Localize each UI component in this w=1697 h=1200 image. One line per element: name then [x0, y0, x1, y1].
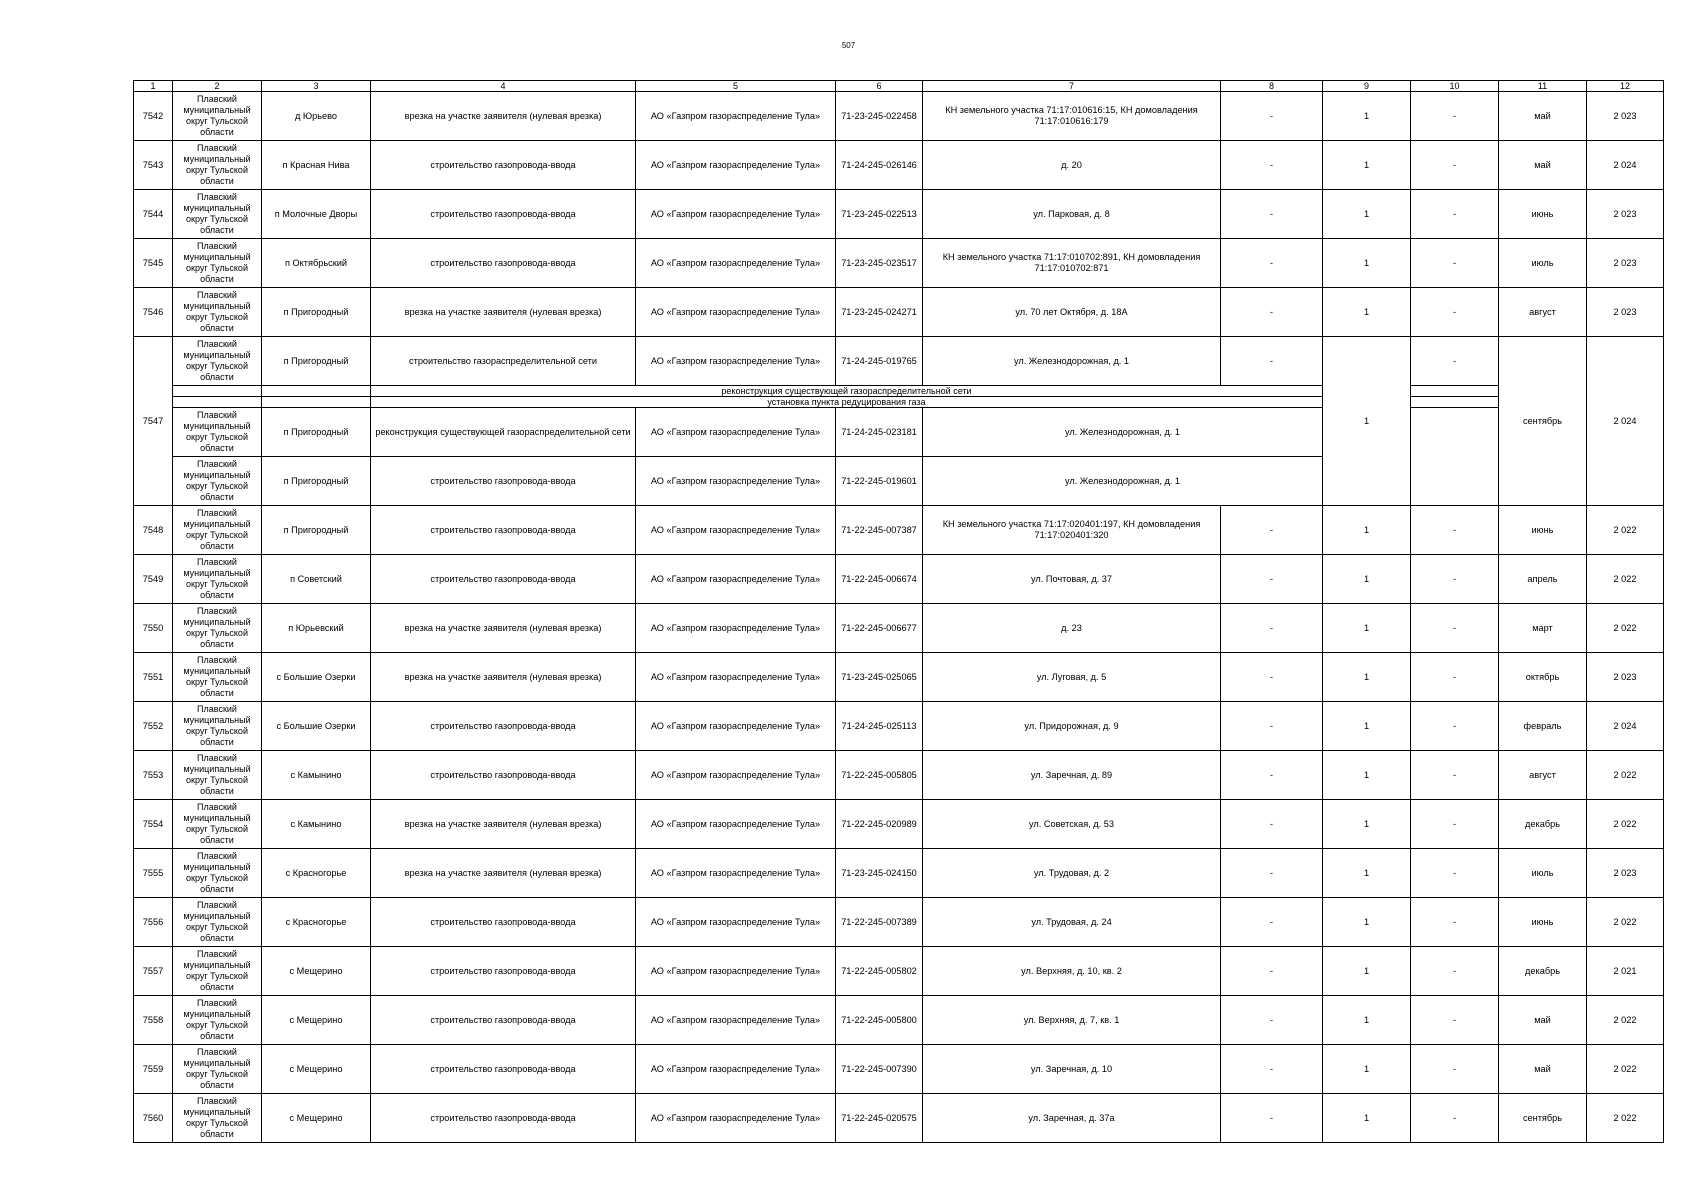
application-code-cell: 71-22-245-007389 [836, 898, 923, 947]
address-cell: ул. Советская, д. 53 [923, 800, 1221, 849]
address-cell: ул. Придорожная, д. 9 [923, 702, 1221, 751]
table-row [134, 604, 1664, 653]
settlement-cell: д Юрьево [262, 92, 371, 141]
district-cell: Плавский муниципальный округ Тульской области [173, 898, 262, 947]
col9-cell: 1 [1323, 288, 1411, 337]
settlement-cell: п Советский [262, 555, 371, 604]
organization-cell: АО «Газпром газораспределение Тула» [636, 408, 836, 457]
col8-cell: - [1221, 849, 1323, 898]
application-code-cell: 71-24-245-026146 [836, 141, 923, 190]
table-row [134, 506, 1664, 555]
column-number-header [134, 81, 1664, 92]
district-cell: Плавский муниципальный округ Тульской области [173, 239, 262, 288]
table-row [134, 92, 1664, 141]
col9-cell: 1 [1323, 653, 1411, 702]
table-row [134, 751, 1664, 800]
year-cell: 2 022 [1587, 604, 1664, 653]
district-cell: Плавский муниципальный округ Тульской области [173, 190, 262, 239]
address-cell: ул. Железнодорожная, д. 1 [923, 408, 1323, 457]
organization-cell: АО «Газпром газораспределение Тула» [636, 751, 836, 800]
table-row [134, 653, 1664, 702]
month-cell: июнь [1499, 898, 1587, 947]
application-code-cell: 71-22-245-006677 [836, 604, 923, 653]
column-header: 4 [371, 81, 636, 92]
district-cell: Плавский муниципальный округ Тульской области [173, 1094, 262, 1143]
address-cell: ул. Верхняя, д. 10, кв. 2 [923, 947, 1221, 996]
settlement-cell: с Большие Озерки [262, 702, 371, 751]
col9-cell: 1 [1323, 898, 1411, 947]
col10-cell: - [1411, 92, 1499, 141]
application-code-cell: 71-23-245-025065 [836, 653, 923, 702]
col10-cell: - [1411, 996, 1499, 1045]
address-cell: ул. Почтовая, д. 37 [923, 555, 1221, 604]
col8-cell: - [1221, 1045, 1323, 1094]
work-type-cell: строительство газопровода-ввода [371, 506, 636, 555]
settlement-cell: п Пригородный [262, 408, 371, 457]
application-code-cell: 71-22-245-019601 [836, 457, 923, 506]
year-cell: 2 024 [1587, 702, 1664, 751]
col10-cell: - [1411, 141, 1499, 190]
district-cell: Плавский муниципальный округ Тульской области [173, 849, 262, 898]
row-number: 7542 [134, 92, 173, 141]
column-header: 3 [262, 81, 371, 92]
column-header: 8 [1221, 81, 1323, 92]
row-number: 7557 [134, 947, 173, 996]
table-row-group-7547-d [134, 408, 1664, 457]
work-type-cell: реконструкция существующей газораспределительной сети [371, 408, 636, 457]
table-row [134, 702, 1664, 751]
settlement-cell: п Октябрьский [262, 239, 371, 288]
work-type-cell: строительство газопровода-ввода [371, 947, 636, 996]
month-cell: август [1499, 288, 1587, 337]
col8-cell: - [1221, 337, 1323, 386]
application-code-cell: 71-24-245-025113 [836, 702, 923, 751]
year-cell: 2 023 [1587, 653, 1664, 702]
organization-cell: АО «Газпром газораспределение Тула» [636, 555, 836, 604]
work-type-cell: строительство газопровода-ввода [371, 751, 636, 800]
col8-cell: - [1221, 1094, 1323, 1143]
settlement-cell: с Камынино [262, 751, 371, 800]
col8-cell: - [1221, 996, 1323, 1045]
year-cell: 2 024 [1587, 141, 1664, 190]
column-header: 7 [923, 81, 1221, 92]
year-cell: 2 022 [1587, 751, 1664, 800]
year-cell: 2 022 [1587, 996, 1664, 1045]
month-cell: декабрь [1499, 947, 1587, 996]
settlement-cell: п Юрьевский [262, 604, 371, 653]
table-row [134, 849, 1664, 898]
empty-cell [262, 386, 371, 397]
col8-cell: - [1221, 604, 1323, 653]
column-header: 11 [1499, 81, 1587, 92]
year-cell: 2 022 [1587, 506, 1664, 555]
organization-cell: АО «Газпром газораспределение Тула» [636, 849, 836, 898]
col9-cell: 1 [1323, 141, 1411, 190]
col10-cell: - [1411, 800, 1499, 849]
work-type-cell: врезка на участке заявителя (нулевая врезка) [371, 653, 636, 702]
settlement-cell: п Пригородный [262, 337, 371, 386]
month-cell: май [1499, 141, 1587, 190]
month-cell: сентябрь [1499, 1094, 1587, 1143]
col9-cell: 1 [1323, 337, 1411, 506]
column-header: 5 [636, 81, 836, 92]
organization-cell: АО «Газпром газораспределение Тула» [636, 1094, 836, 1143]
work-type-cell: строительство газопровода-ввода [371, 898, 636, 947]
col9-cell: 1 [1323, 751, 1411, 800]
address-cell: ул. Железнодорожная, д. 1 [923, 457, 1323, 506]
month-cell: декабрь [1499, 800, 1587, 849]
district-cell: Плавский муниципальный округ Тульской области [173, 800, 262, 849]
month-cell: март [1499, 604, 1587, 653]
year-cell: 2 023 [1587, 288, 1664, 337]
application-code-cell: 71-22-245-007390 [836, 1045, 923, 1094]
row-number: 7547 [134, 337, 173, 506]
organization-cell: АО «Газпром газораспределение Тула» [636, 337, 836, 386]
table-row [134, 898, 1664, 947]
year-cell: 2 021 [1587, 947, 1664, 996]
organization-cell: АО «Газпром газораспределение Тула» [636, 190, 836, 239]
col8-cell: - [1221, 141, 1323, 190]
month-cell: июль [1499, 849, 1587, 898]
organization-cell: АО «Газпром газораспределение Тула» [636, 947, 836, 996]
work-type-cell: строительство газопровода-ввода [371, 239, 636, 288]
col10-cell: - [1411, 506, 1499, 555]
col10-cell: - [1411, 555, 1499, 604]
work-type-cell: строительство газопровода-ввода [371, 555, 636, 604]
column-header: 9 [1323, 81, 1411, 92]
table-row-group-7547-a [134, 337, 1664, 386]
settlement-cell: п Пригородный [262, 457, 371, 506]
application-code-cell: 71-24-245-019765 [836, 337, 923, 386]
month-cell: август [1499, 751, 1587, 800]
table-row [134, 190, 1664, 239]
application-code-cell: 71-24-245-023181 [836, 408, 923, 457]
organization-cell: АО «Газпром газораспределение Тула» [636, 92, 836, 141]
column-header: 2 [173, 81, 262, 92]
row-number: 7550 [134, 604, 173, 653]
empty-cell [1411, 397, 1499, 408]
district-cell: Плавский муниципальный округ Тульской области [173, 702, 262, 751]
column-header: 1 [134, 81, 173, 92]
district-cell: Плавский муниципальный округ Тульской области [173, 947, 262, 996]
row-number: 7544 [134, 190, 173, 239]
month-cell: февраль [1499, 702, 1587, 751]
district-cell: Плавский муниципальный округ Тульской области [173, 751, 262, 800]
month-cell: сентябрь [1499, 337, 1587, 506]
district-cell: Плавский муниципальный округ Тульской области [173, 408, 262, 457]
row-number: 7546 [134, 288, 173, 337]
month-cell: май [1499, 1045, 1587, 1094]
col10-cell: - [1411, 849, 1499, 898]
settlement-cell: п Молочные Дворы [262, 190, 371, 239]
application-code-cell: 71-22-245-020989 [836, 800, 923, 849]
table-row-group-7547-c [134, 397, 1664, 408]
col8-cell: - [1221, 751, 1323, 800]
col8-cell: - [1221, 506, 1323, 555]
work-type-cell: строительство газопровода-ввода [371, 190, 636, 239]
address-cell: ул. Луговая, д. 5 [923, 653, 1221, 702]
organization-cell: АО «Газпром газораспределение Тула» [636, 239, 836, 288]
settlement-cell: с Камынино [262, 800, 371, 849]
address-cell: ул. Железнодорожная, д. 1 [923, 337, 1221, 386]
application-code-cell: 71-22-245-005805 [836, 751, 923, 800]
work-type-cell: строительство газораспределительной сети [371, 337, 636, 386]
organization-cell: АО «Газпром газораспределение Тула» [636, 702, 836, 751]
row-number: 7553 [134, 751, 173, 800]
settlement-cell: с Мещерино [262, 1045, 371, 1094]
organization-cell: АО «Газпром газораспределение Тула» [636, 1045, 836, 1094]
address-cell: д. 20 [923, 141, 1221, 190]
empty-cell [262, 397, 371, 408]
district-cell: Плавский муниципальный округ Тульской области [173, 506, 262, 555]
organization-cell: АО «Газпром газораспределение Тула» [636, 141, 836, 190]
district-cell: Плавский муниципальный округ Тульской области [173, 1045, 262, 1094]
application-code-cell: 71-23-245-022513 [836, 190, 923, 239]
district-cell: Плавский муниципальный округ Тульской области [173, 92, 262, 141]
col8-cell: - [1221, 947, 1323, 996]
application-code-cell: 71-23-245-024271 [836, 288, 923, 337]
district-cell: Плавский муниципальный округ Тульской области [173, 141, 262, 190]
month-cell: апрель [1499, 555, 1587, 604]
row-number: 7548 [134, 506, 173, 555]
application-code-cell: 71-22-245-020575 [836, 1094, 923, 1143]
month-cell: июль [1499, 239, 1587, 288]
col9-cell: 1 [1323, 555, 1411, 604]
address-cell: д. 23 [923, 604, 1221, 653]
work-type-cell: врезка на участке заявителя (нулевая врезка) [371, 604, 636, 653]
year-cell: 2 022 [1587, 1045, 1664, 1094]
address-cell: ул. Трудовая, д. 24 [923, 898, 1221, 947]
address-cell: ул. Заречная, д. 89 [923, 751, 1221, 800]
year-cell: 2 023 [1587, 239, 1664, 288]
year-cell: 2 022 [1587, 1094, 1664, 1143]
application-code-cell: 71-22-245-006674 [836, 555, 923, 604]
settlement-cell: с Мещерино [262, 947, 371, 996]
gasification-table [133, 80, 1664, 1143]
row-number: 7559 [134, 1045, 173, 1094]
col9-cell: 1 [1323, 604, 1411, 653]
col8-cell: - [1221, 800, 1323, 849]
work-type-cell: строительство газопровода-ввода [371, 141, 636, 190]
work-type-cell: врезка на участке заявителя (нулевая врезка) [371, 849, 636, 898]
organization-cell: АО «Газпром газораспределение Тула» [636, 653, 836, 702]
month-cell: май [1499, 996, 1587, 1045]
district-cell: Плавский муниципальный округ Тульской области [173, 337, 262, 386]
table-row [134, 947, 1664, 996]
district-cell: Плавский муниципальный округ Тульской области [173, 555, 262, 604]
table-body [134, 81, 1664, 1143]
application-code-cell: 71-23-245-022458 [836, 92, 923, 141]
district-cell: Плавский муниципальный округ Тульской области [173, 457, 262, 506]
year-cell: 2 023 [1587, 849, 1664, 898]
district-cell: Плавский муниципальный округ Тульской области [173, 604, 262, 653]
work-type-cell: строительство газопровода-ввода [371, 1045, 636, 1094]
col8-cell: - [1221, 288, 1323, 337]
col8-cell: - [1221, 92, 1323, 141]
row-number: 7558 [134, 996, 173, 1045]
col9-cell: 1 [1323, 239, 1411, 288]
empty-cell [1411, 408, 1499, 506]
organization-cell: АО «Газпром газораспределение Тула» [636, 996, 836, 1045]
organization-cell: АО «Газпром газораспределение Тула» [636, 288, 836, 337]
row-number: 7552 [134, 702, 173, 751]
application-code-cell: 71-22-245-007387 [836, 506, 923, 555]
column-header: 10 [1411, 81, 1499, 92]
application-code-cell: 71-23-245-024150 [836, 849, 923, 898]
row-number: 7549 [134, 555, 173, 604]
empty-cell [1411, 386, 1499, 397]
organization-cell: АО «Газпром газораспределение Тула» [636, 506, 836, 555]
col8-cell: - [1221, 190, 1323, 239]
col8-cell: - [1221, 898, 1323, 947]
month-cell: июнь [1499, 190, 1587, 239]
row-number: 7555 [134, 849, 173, 898]
col9-cell: 1 [1323, 702, 1411, 751]
pressure-station-line: установка пункта редуцирования газа [371, 397, 1323, 408]
col10-cell: - [1411, 604, 1499, 653]
row-number: 7545 [134, 239, 173, 288]
table-row [134, 555, 1664, 604]
empty-cell [173, 386, 262, 397]
address-cell: ул. Верхняя, д. 7, кв. 1 [923, 996, 1221, 1045]
table-row [134, 239, 1664, 288]
col8-cell: - [1221, 653, 1323, 702]
year-cell: 2 023 [1587, 190, 1664, 239]
year-cell: 2 023 [1587, 92, 1664, 141]
year-cell: 2 022 [1587, 555, 1664, 604]
empty-cell [173, 397, 262, 408]
settlement-cell: п Пригородный [262, 506, 371, 555]
row-number: 7556 [134, 898, 173, 947]
col10-cell: - [1411, 898, 1499, 947]
district-cell: Плавский муниципальный округ Тульской области [173, 653, 262, 702]
application-code-cell: 71-22-245-005802 [836, 947, 923, 996]
col8-cell: - [1221, 555, 1323, 604]
page-number: 507 [841, 41, 856, 50]
work-type-cell: строительство газопровода-ввода [371, 996, 636, 1045]
work-type-cell: врезка на участке заявителя (нулевая врезка) [371, 800, 636, 849]
table-row [134, 141, 1664, 190]
settlement-cell: с Красногорье [262, 898, 371, 947]
work-type-cell: строительство газопровода-ввода [371, 702, 636, 751]
col10-cell: - [1411, 1045, 1499, 1094]
month-cell: июнь [1499, 506, 1587, 555]
row-number: 7554 [134, 800, 173, 849]
organization-cell: АО «Газпром газораспределение Тула» [636, 800, 836, 849]
table-row [134, 800, 1664, 849]
col10-cell: - [1411, 751, 1499, 800]
year-cell: 2 024 [1587, 337, 1664, 506]
table-row [134, 288, 1664, 337]
col9-cell: 1 [1323, 947, 1411, 996]
col10-cell: - [1411, 1094, 1499, 1143]
table-row [134, 1094, 1664, 1143]
column-header: 6 [836, 81, 923, 92]
row-number: 7543 [134, 141, 173, 190]
col8-cell: - [1221, 702, 1323, 751]
application-code-cell: 71-22-245-005800 [836, 996, 923, 1045]
settlement-cell: с Красногорье [262, 849, 371, 898]
col10-cell: - [1411, 947, 1499, 996]
settlement-cell: с Мещерино [262, 996, 371, 1045]
table-row [134, 996, 1664, 1045]
district-cell: Плавский муниципальный округ Тульской области [173, 288, 262, 337]
work-type-cell: врезка на участке заявителя (нулевая врезка) [371, 92, 636, 141]
col10-cell: - [1411, 653, 1499, 702]
col9-cell: 1 [1323, 800, 1411, 849]
col9-cell: 1 [1323, 506, 1411, 555]
table-row-group-7547-b [134, 386, 1664, 397]
settlement-cell: с Мещерино [262, 1094, 371, 1143]
address-cell: ул. 70 лет Октября, д. 18А [923, 288, 1221, 337]
month-cell: октябрь [1499, 653, 1587, 702]
address-cell: ул. Трудовая, д. 2 [923, 849, 1221, 898]
col10-cell: - [1411, 239, 1499, 288]
address-cell: ул. Заречная, д. 10 [923, 1045, 1221, 1094]
row-number: 7551 [134, 653, 173, 702]
reconstruction-line: реконструкция существующей газораспределительной сети [371, 386, 1323, 397]
row-number: 7560 [134, 1094, 173, 1143]
work-type-cell: строительство газопровода-ввода [371, 1094, 636, 1143]
year-cell: 2 022 [1587, 898, 1664, 947]
organization-cell: АО «Газпром газораспределение Тула» [636, 604, 836, 653]
col10-cell: - [1411, 702, 1499, 751]
address-cell: ул. Заречная, д. 37а [923, 1094, 1221, 1143]
settlement-cell: с Большие Озерки [262, 653, 371, 702]
table-row [134, 1045, 1664, 1094]
col10-cell: - [1411, 190, 1499, 239]
address-cell: КН земельного участка 71:17:020401:197, КН домовладения 71:17:020401:320 [923, 506, 1221, 555]
col9-cell: 1 [1323, 92, 1411, 141]
district-cell: Плавский муниципальный округ Тульской области [173, 996, 262, 1045]
organization-cell: АО «Газпром газораспределение Тула» [636, 898, 836, 947]
settlement-cell: п Красная Нива [262, 141, 371, 190]
work-type-cell: врезка на участке заявителя (нулевая врезка) [371, 288, 636, 337]
column-header: 12 [1587, 81, 1664, 92]
application-code-cell: 71-23-245-023517 [836, 239, 923, 288]
col9-cell: 1 [1323, 190, 1411, 239]
col8-cell: - [1221, 239, 1323, 288]
organization-cell: АО «Газпром газораспределение Тула» [636, 457, 836, 506]
col9-cell: 1 [1323, 996, 1411, 1045]
col9-cell: 1 [1323, 1045, 1411, 1094]
year-cell: 2 022 [1587, 800, 1664, 849]
work-type-cell: строительство газопровода-ввода [371, 457, 636, 506]
address-cell: КН земельного участка 71:17:010702:891, КН домовладения 71:17:010702:871 [923, 239, 1221, 288]
settlement-cell: п Пригородный [262, 288, 371, 337]
col10-cell: - [1411, 288, 1499, 337]
address-cell: ул. Парковая, д. 8 [923, 190, 1221, 239]
col9-cell: 1 [1323, 849, 1411, 898]
col9-cell: 1 [1323, 1094, 1411, 1143]
address-cell: КН земельного участка 71:17:010616:15, КН домовладения 71:17:010616:179 [923, 92, 1221, 141]
month-cell: май [1499, 92, 1587, 141]
col10-cell: - [1411, 337, 1499, 386]
